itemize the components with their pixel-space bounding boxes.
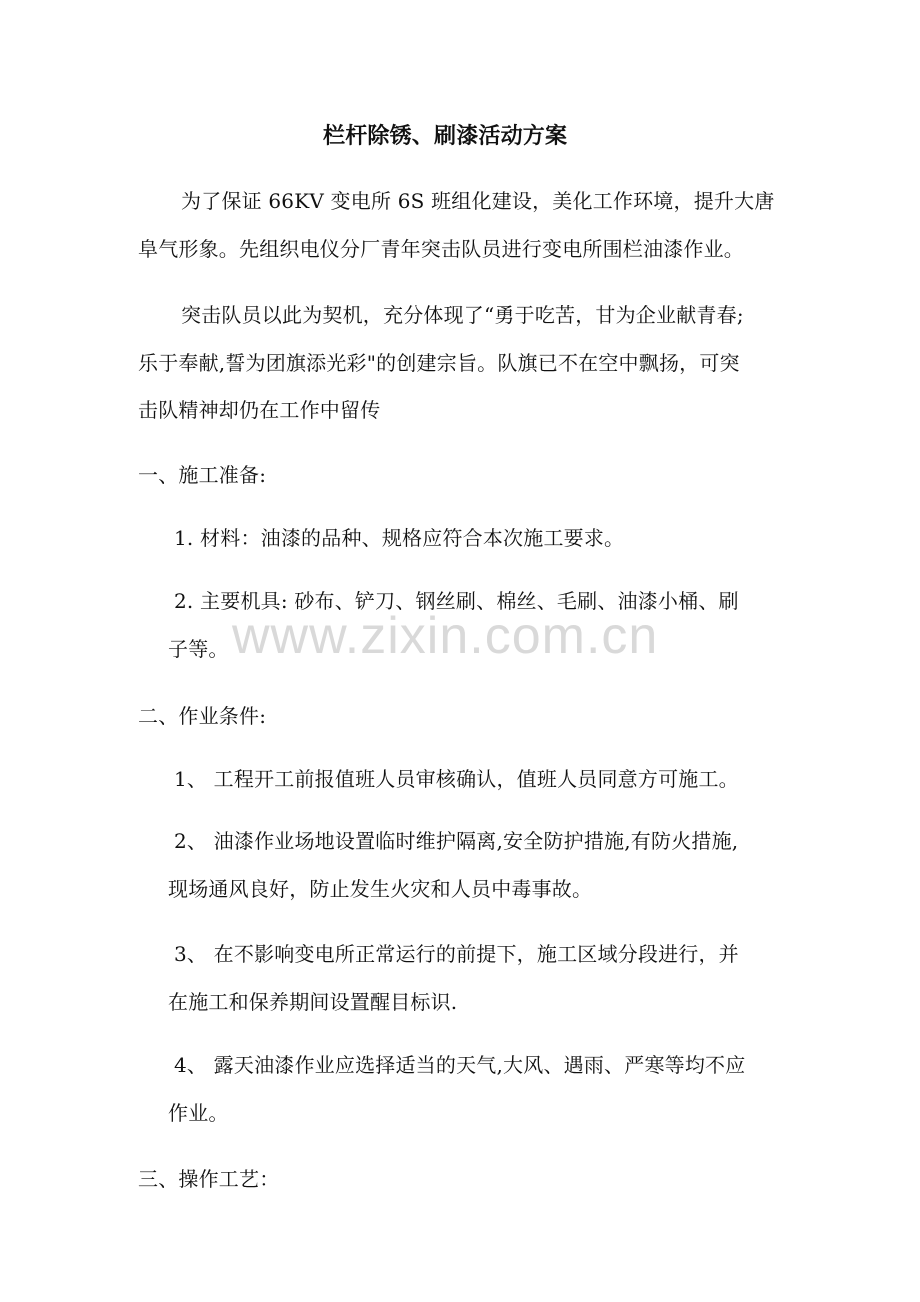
intro-paragraph-2-line-3: 击队精神却仍在工作中留传 <box>138 398 381 422</box>
conditions-item-4-line-2: 作业。 <box>168 1101 229 1125</box>
conditions-item-1: 1、 工程开工前报值班人员审核确认，值班人员同意方可施工。 <box>174 767 739 791</box>
intro-paragraph-1-line-2: 阜气形象。先组织电仪分厂青年突击队员进行变电所围栏油漆作业。 <box>138 237 744 261</box>
conditions-item-4-line-1: 4、 露天油漆作业应选择适当的天气,大风、遇雨、严寒等均不应 <box>174 1053 746 1077</box>
intro-paragraph-2-line-1: 突击队员以此为契机，充分体现了“勇于吃苦，甘为企业献青春; <box>181 303 744 327</box>
preparation-item-2-line-1: 2. 主要机具: 砂布、铲刀、钢丝刷、棉丝、毛刷、油漆小桶、刷 <box>174 589 739 613</box>
conditions-item-3-line-1: 3、 在不影响变电所正常运行的前提下，施工区域分段进行，并 <box>174 942 739 966</box>
section-heading-process: 三、操作工艺： <box>138 1167 280 1191</box>
intro-paragraph-2-line-2: 乐于奉献,誓为团旗添光彩"的创建宗旨。队旗已不在空中飘扬，可突 <box>138 351 740 375</box>
section-heading-conditions: 二、作业条件: <box>138 704 267 728</box>
section-heading-preparation: 一、施工准备: <box>138 463 267 487</box>
preparation-item-1: 1. 材料：油漆的品种、规格应符合本次施工要求。 <box>174 526 625 550</box>
watermark: www.zixin.com.cn <box>232 607 659 665</box>
preparation-item-2-line-2: 子等。 <box>168 637 229 661</box>
conditions-item-3-line-2: 在施工和保养期间设置醒目标识. <box>168 990 458 1014</box>
conditions-item-2-line-1: 2、 油漆作业场地设置临时维护隔离,安全防护措施,有防火措施, <box>174 829 739 853</box>
conditions-item-2-line-2: 现场通风良好，防止发生火灾和人员中毒事故。 <box>168 877 593 901</box>
intro-paragraph-1-line-1: 为了保证 66KV 变电所 6S 班组化建设，美化工作环境，提升大唐 <box>181 189 775 213</box>
document-title: 栏杆除锈、刷漆活动方案 <box>323 124 568 149</box>
